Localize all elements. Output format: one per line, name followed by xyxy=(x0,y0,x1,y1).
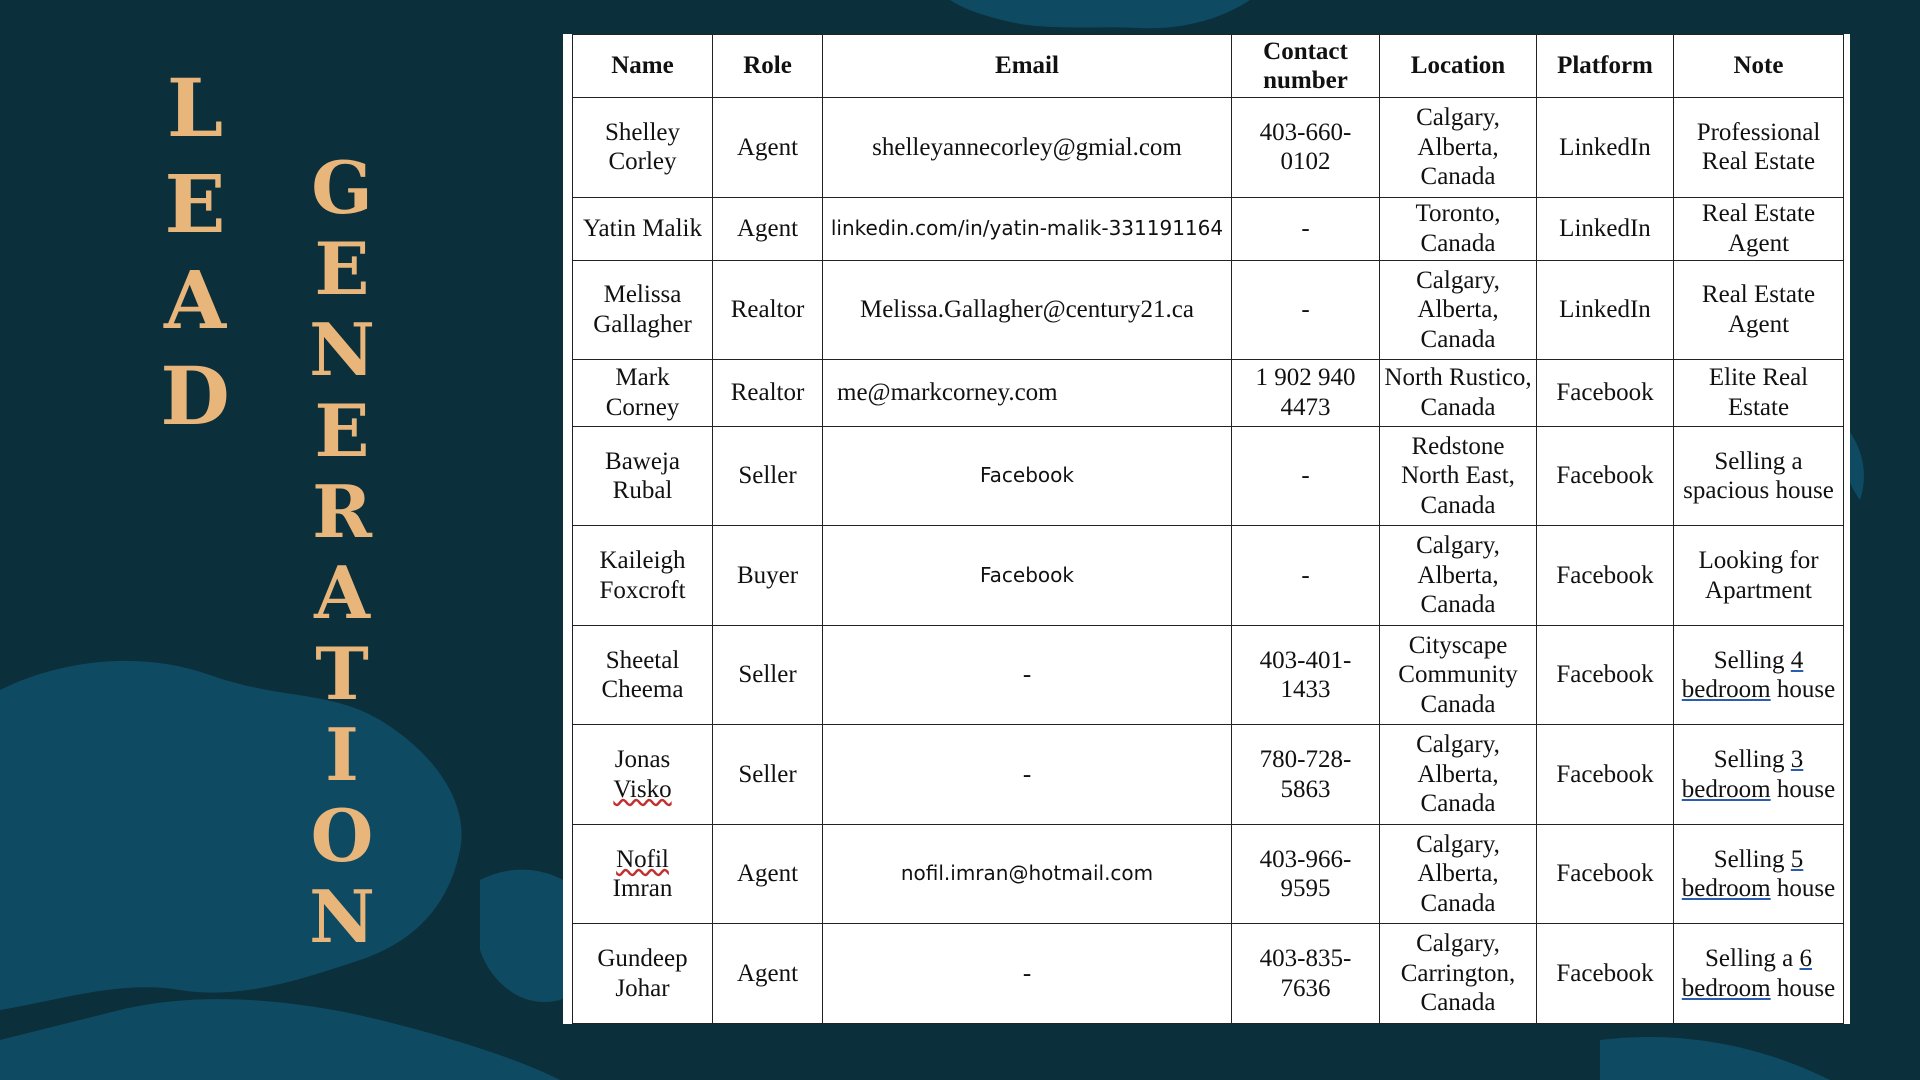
header-email: Email xyxy=(823,35,1232,98)
cell-platform[interactable]: Facebook xyxy=(1537,360,1674,427)
table-row xyxy=(573,625,1844,725)
cell-platform[interactable]: Facebook xyxy=(1537,426,1674,526)
note-suffix: house xyxy=(1770,676,1836,704)
cell-location[interactable]: Calgary, Alberta, Canada xyxy=(1380,526,1537,626)
cell-email[interactable]: nofil.imran@hotmail.com xyxy=(823,824,1232,924)
title-letter: E xyxy=(314,226,370,311)
title-letter: E xyxy=(314,388,370,473)
lead-table[interactable] xyxy=(572,34,1844,1024)
cell-email[interactable]: Facebook xyxy=(823,526,1232,626)
title-letter: R xyxy=(312,469,372,554)
note-prefix: Selling xyxy=(1713,845,1791,873)
cell-contact[interactable]: - xyxy=(1232,526,1380,626)
note-prefix: Selling a xyxy=(1705,945,1800,973)
header-platform: Platform xyxy=(1537,35,1674,98)
table-row xyxy=(573,260,1844,360)
title-letter: D xyxy=(160,349,230,443)
cell-platform[interactable]: Facebook xyxy=(1537,725,1674,825)
note-prefix: Selling xyxy=(1713,646,1791,674)
cell-name[interactable] xyxy=(573,725,713,825)
cell-note[interactable] xyxy=(1674,924,1844,1024)
cell-email[interactable]: me@markcorney.com xyxy=(823,360,1232,427)
cell-location[interactable]: North Rustico, Canada xyxy=(1380,360,1537,427)
cell-platform[interactable]: Facebook xyxy=(1537,924,1674,1024)
header-location: Location xyxy=(1380,35,1537,98)
cell-platform[interactable]: Facebook xyxy=(1537,625,1674,725)
title-letter: E xyxy=(164,157,226,251)
cell-email[interactable]: - xyxy=(823,625,1232,725)
note-bedroom-link: 5 bedroom xyxy=(1681,845,1804,903)
table-row xyxy=(573,360,1844,427)
cell-location[interactable]: Calgary, Carrington, Canada xyxy=(1380,924,1537,1024)
title-letter: L xyxy=(166,61,224,155)
cell-name[interactable]: Sheetal Cheema xyxy=(573,625,713,725)
cell-note[interactable]: Real Estate Agent xyxy=(1674,197,1844,260)
cell-role[interactable]: Realtor xyxy=(713,260,823,360)
lead-table-panel xyxy=(563,34,1850,1024)
cell-note[interactable] xyxy=(1674,824,1844,924)
cell-note[interactable]: Selling a spacious house xyxy=(1674,426,1844,526)
cell-role[interactable]: Agent xyxy=(713,924,823,1024)
name-first: Nofil xyxy=(616,845,669,873)
cell-note[interactable] xyxy=(1674,725,1844,825)
cell-name[interactable]: Shelley Corley xyxy=(573,98,713,198)
cell-location[interactable]: Redstone North East, Canada xyxy=(1380,426,1537,526)
cell-email[interactable]: - xyxy=(823,924,1232,1024)
table-row xyxy=(573,725,1844,825)
cell-name[interactable]: Mark Corney xyxy=(573,360,713,427)
cell-name[interactable]: Gundeep Johar xyxy=(573,924,713,1024)
note-suffix: house xyxy=(1770,974,1836,1002)
note-bedroom-link: 4 bedroom xyxy=(1681,646,1804,704)
cell-role[interactable]: Seller xyxy=(713,426,823,526)
cell-contact[interactable]: 403-660-0102 xyxy=(1232,98,1380,198)
cell-location[interactable]: Cityscape Community Canada xyxy=(1380,625,1537,725)
header-role: Role xyxy=(713,35,823,98)
cell-location[interactable]: Calgary, Alberta, Canada xyxy=(1380,98,1537,198)
table-row xyxy=(573,98,1844,198)
table-row xyxy=(573,824,1844,924)
cell-email[interactable]: shelleyannecorley@gmial.com xyxy=(823,98,1232,198)
cell-platform[interactable]: Facebook xyxy=(1537,526,1674,626)
cell-contact[interactable]: - xyxy=(1232,197,1380,260)
cell-role[interactable]: Seller xyxy=(713,725,823,825)
table-row xyxy=(573,924,1844,1024)
table-row xyxy=(573,426,1844,526)
cell-email[interactable]: Melissa.Gallagher@century21.ca xyxy=(823,260,1232,360)
cell-note[interactable]: Real Estate Agent xyxy=(1674,260,1844,360)
table-header-row xyxy=(573,35,1844,98)
cell-name[interactable]: Baweja Rubal xyxy=(573,426,713,526)
cell-platform[interactable]: LinkedIn xyxy=(1537,98,1674,198)
cell-contact[interactable]: 780-728-5863 xyxy=(1232,725,1380,825)
header-name: Name xyxy=(573,35,713,98)
cell-platform[interactable]: LinkedIn xyxy=(1537,260,1674,360)
cell-email[interactable]: Facebook xyxy=(823,426,1232,526)
note-bedroom-link: 6 bedroom xyxy=(1681,945,1812,1002)
cell-location[interactable]: Calgary, Alberta, Canada xyxy=(1380,260,1537,360)
cell-note[interactable]: Professional Real Estate xyxy=(1674,98,1844,198)
cell-role[interactable]: Agent xyxy=(713,197,823,260)
cell-note[interactable] xyxy=(1674,625,1844,725)
cell-role[interactable]: Agent xyxy=(713,824,823,924)
cell-role[interactable]: Agent xyxy=(713,98,823,198)
note-suffix: house xyxy=(1770,775,1836,803)
cell-contact[interactable]: 403-401-1433 xyxy=(1232,625,1380,725)
cell-contact[interactable]: 403-966-9595 xyxy=(1232,824,1380,924)
cell-name[interactable]: Kaileigh Foxcroft xyxy=(573,526,713,626)
note-bedroom-link: 3 bedroom xyxy=(1681,746,1804,803)
title-letter: A xyxy=(314,550,370,635)
cell-contact[interactable]: 1 902 940 4473 xyxy=(1232,360,1380,427)
cell-platform[interactable]: LinkedIn xyxy=(1537,197,1674,260)
table-row xyxy=(573,197,1844,260)
cell-role[interactable]: Realtor xyxy=(713,360,823,427)
title-generation xyxy=(302,145,382,959)
cell-role[interactable]: Buyer xyxy=(713,526,823,626)
cell-note[interactable]: Elite Real Estate xyxy=(1674,360,1844,427)
cell-contact[interactable]: - xyxy=(1232,260,1380,360)
cell-name[interactable]: Melissa Gallagher xyxy=(573,260,713,360)
name-first: Jonas xyxy=(614,746,671,774)
title-letter: O xyxy=(310,793,374,878)
title-letter: G xyxy=(311,145,373,230)
header-contact-number: Contact number xyxy=(1232,35,1380,98)
cell-location[interactable]: Toronto, Canada xyxy=(1380,197,1537,260)
header-note: Note xyxy=(1674,35,1844,98)
cell-platform[interactable]: Facebook xyxy=(1537,824,1674,924)
cell-contact[interactable]: - xyxy=(1232,426,1380,526)
cell-location[interactable]: Calgary, Alberta, Canada xyxy=(1380,824,1537,924)
name-last: Imran xyxy=(612,875,673,903)
title-lead xyxy=(155,61,235,443)
title-letter: T xyxy=(315,631,369,716)
title-letter: N xyxy=(309,307,375,392)
note-suffix: house xyxy=(1770,875,1836,903)
cell-name[interactable]: Yatin Malik xyxy=(573,197,713,260)
cell-contact[interactable]: 403-835-7636 xyxy=(1232,924,1380,1024)
note-prefix: Selling xyxy=(1713,746,1791,774)
title-letter: I xyxy=(325,712,359,797)
cell-note[interactable]: Looking for Apartment xyxy=(1674,526,1844,626)
table-row xyxy=(573,526,1844,626)
name-last: Visko xyxy=(613,775,672,803)
title-letter: A xyxy=(163,253,227,347)
cell-role[interactable]: Seller xyxy=(713,625,823,725)
title-letter: N xyxy=(309,874,375,959)
cell-email[interactable]: - xyxy=(823,725,1232,825)
cell-email[interactable]: linkedin.com/in/yatin-malik-331191164 xyxy=(823,197,1232,260)
cell-location[interactable]: Calgary, Alberta, Canada xyxy=(1380,725,1537,825)
cell-name[interactable] xyxy=(573,824,713,924)
